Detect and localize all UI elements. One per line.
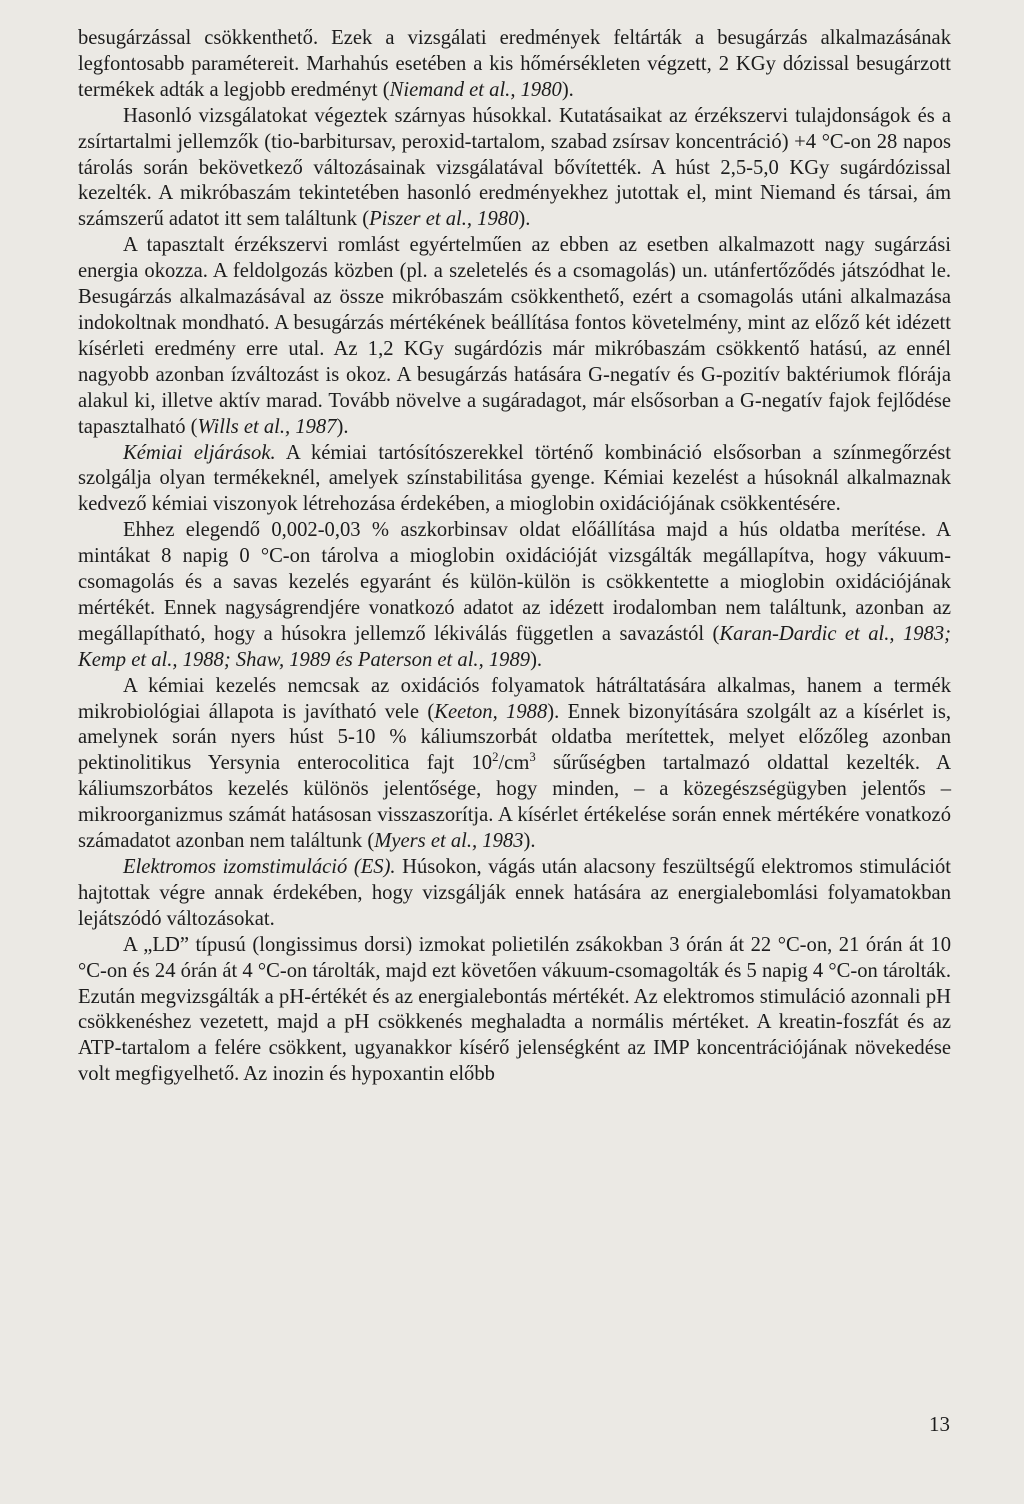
italic-run: Wills et al., 1987 <box>197 415 337 438</box>
superscript: 3 <box>529 750 536 765</box>
italic-run: Karan-Dardic et al., 1983; Kemp et al., 1988; Shaw, 1989 és Paterson et al., 1989 <box>78 622 951 671</box>
paragraph <box>78 104 951 234</box>
text-run: A kémiai tartósítószerekkel történő kombináció elsősorban a színmegőrzést szolgálja olyan termékeknél, amelyek színstabilitása gyenge. Kémiai kezelést a húsoknál alkalmaznak kedvező kémiai viszonyok létrehozása érdekében, a mioglobin oxidációjának csökkentésére. <box>78 441 951 516</box>
superscript: 2 <box>492 750 499 765</box>
paragraph <box>78 233 951 440</box>
paragraph <box>78 933 951 1088</box>
text-run: A kémiai kezelés nemcsak az oxidációs folyamatok hátráltatására alkalmas, hanem a termék mikrobiológiai állapota is javítható vele ( <box>78 674 951 723</box>
text-run: Hasonló vizsgálatokat végeztek szárnyas húsokkal. Kutatásaikat az érzékszervi tulajdonságok és a zsírtartalmi jellemzők (tio-barbitursav, peroxid-tartalom, szabad zsírsav koncentráció) +4 °C-on 28 napos tárolás során bekövetkező változásainak vizsgálatával bővítették. A húst 2,5-5,0 KGy sugárdózissal kezelték. A mikróbaszám tekintetében hasonló eredményekhez jutottak el, mint Niemand és társai, ám számszerű adatot itt sem találtunk ( <box>78 104 951 231</box>
paragraph <box>78 855 951 933</box>
text-run: ). <box>518 208 531 231</box>
text-run: /cm <box>498 752 530 775</box>
paragraph <box>78 441 951 519</box>
italic-run: Kémiai eljárások. <box>123 441 276 464</box>
text-run: sűrűségben tartalmazó oldattal kezelték. A káliumszorbátos kezelés különös jelentősége, hogy minden, – a közegészségügyben jelentős – mikroorganizmus számát hatásosan visszaszorítja. A kísérlet értékelése során ennek mértékére vonatkozó számadatot azonban nem találtunk ( <box>78 752 952 853</box>
text-run: A tapasztalt érzékszervi romlást egyértelműen az ebben az esetben alkalmazott nagy sugárzási energia okozza. A feldolgozás közben (pl. a szeletelés és a csomagolás) un. utánfertőződés játszódhat le. Besugárzás alkalmazásával az össze mikróbaszám csökkenthető, ezért a csomagolás utáni alkalmazása indokoltnak mondható. A besugárzás mértékének beállítása fontos követelmény, mint az előző két idézett kísérleti eredmény erre utal. Az 1,2 KGy sugárdózis már mikróbaszám csökkentő hatású, az ennél nagyobb azonban ízváltozást is okoz. A besugárzás hatására G-negatív és G-pozitív baktériumok flórája alakul ki, illetve aktív marad. Tovább növelve a sugáradagot, már elsősorban a G-negatív fajok fejlődése tapasztalható ( <box>78 234 951 438</box>
text-run: ). <box>336 415 349 438</box>
italic-run: Keeton, 1988 <box>434 700 548 723</box>
text-run: ). Ennek bizonyítására szolgált az a kísérlet is, amelynek során nyers húst 5-10 % káliumszorbát oldatba merítettek, melyet előzőleg azonban pektinolitikus Yersynia enterocolitica fajt 10 <box>78 700 951 775</box>
text-run: Húsokon, vágás után alacsony feszültségű elektromos stimulációt hajtottak végre annak érdekében, hogy vizsgálják ennek hatására az energialebomlási folyamatokban lejátszódó változásokat. <box>78 856 952 930</box>
body-text <box>78 26 951 1088</box>
paragraph <box>78 518 951 673</box>
text-run: A „LD” típusú (longissimus dorsi) izmokat polietilén zsákokban 3 órán át 22 °C-on, 21 órán át 10 °C-on és 24 órán át 4 °C-on tárolták, majd ezt követően vákuum-csomagolták és 5 napig 4 °C-on tárolták. Ezután megvizsgálták a pH-értékét és az energialebontás mértékét. Az elektromos stimuláció azonnali pH csökkenéshez vezetett, majd a pH csökkenés meghaladta a normális mértéket. A kreatin-foszfát és az ATP-tartalom a felére csökkent, ugyanakkor kísérő jelenségként az IMP koncentrációjának növekedése volt megfigyelhető. Az inozin és hypoxantin előbb <box>78 933 951 1086</box>
paragraph <box>78 26 951 104</box>
text-run: ). <box>523 830 536 853</box>
italic-run: Myers et al., 1983 <box>374 830 524 853</box>
text-run: besugárzással csökkenthető. Ezek a vizsgálati eredmények feltárták a besugárzás alkalmazásának legfontosabb paramétereit. Marhahús esetében a kis hőmérsékleten végzett, 2 KGy dózissal besugárzott termékek adták a legjobb eredményt ( <box>78 27 951 101</box>
page-number: 13 <box>929 1412 950 1436</box>
italic-run: Piszer et al., 1980 <box>369 208 519 231</box>
text-run: ). <box>530 648 543 671</box>
text-run: Ehhez elegendő 0,002-0,03 % aszkorbinsav oldat előállítása majd a hús oldatba merítése. A mintákat 8 napig 0 °C-on tárolva a mioglobin oxidációját vizsgálták megállapítva, hogy vákuum-csomagolás és a savas kezelés egyaránt és külön-külön is csökkentette a mioglobin oxidációjának mértékét. Ennek nagyságrendjére vonatkozó adatot az idézett irodalomban nem találtunk, azonban az megállapítható, hogy a húsokra jellemző lékiválás független a savazástól ( <box>78 519 951 645</box>
paragraph <box>78 674 951 855</box>
text-run: ). <box>561 78 574 101</box>
italic-run: Niemand et al., 1980 <box>389 78 562 101</box>
italic-run: Elektromos izomstimuláció (ES). <box>123 856 396 878</box>
